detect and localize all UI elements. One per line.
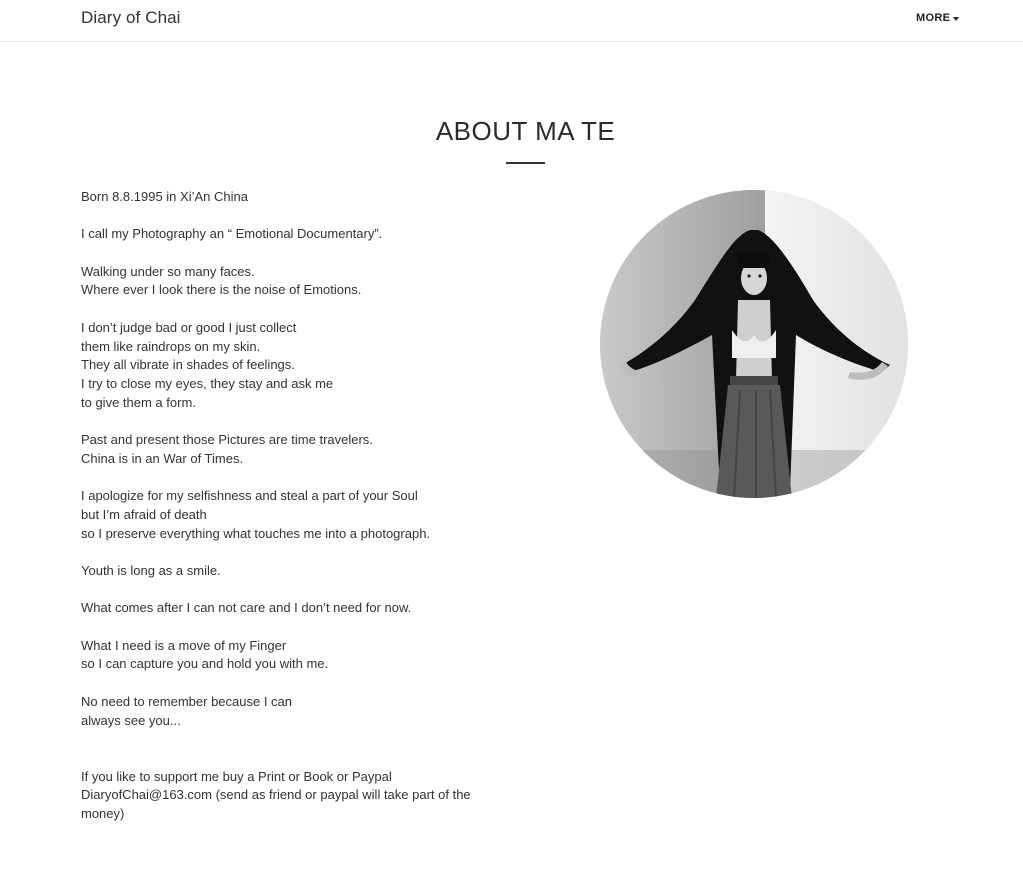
bio-paragraph — [81, 225, 501, 244]
bio-paragraph — [81, 431, 501, 468]
bio-line: Where ever I look there is the noise of Emotions. — [81, 282, 362, 298]
brand-link[interactable]: Diary of Chai — [81, 8, 181, 27]
caret-down-icon — [953, 17, 959, 21]
bio-text — [81, 188, 501, 842]
bio-line: I try to close my eyes, they stay and ask me — [81, 375, 334, 391]
bio-line: always see you... — [81, 712, 181, 728]
bio-line: but I’m afraid of death — [81, 506, 207, 522]
bio-line: money) — [81, 806, 125, 822]
bio-line: Youth is long as a smile. — [81, 562, 221, 578]
bio-line: so I can capture you and hold you with me. — [81, 656, 329, 672]
bio-line: If you like to support me buy a Print or Book or Paypal — [81, 768, 392, 784]
bio-line: China is in an War of Times. — [81, 450, 244, 466]
bio-paragraph — [81, 637, 501, 674]
bio-line: They all vibrate in shades of feelings. — [81, 357, 295, 373]
bio-line: I apologize for my selfishness and steal a part of your Soul — [81, 488, 418, 504]
page-title: ABOUT MA TE — [435, 116, 616, 146]
bio-paragraph — [81, 768, 501, 824]
portrait-photo-icon — [600, 190, 908, 498]
bio-paragraph — [81, 599, 501, 618]
bio-line: so I preserve everything what touches me into a photograph. — [81, 525, 431, 541]
bio-line: What comes after I can not care and I don’t need for now. — [81, 600, 412, 616]
bio-paragraph — [81, 263, 501, 300]
bio-paragraph — [81, 693, 501, 730]
bio-line: them like raindrops on my skin. — [81, 338, 261, 354]
bio-paragraph — [81, 319, 501, 413]
bio-paragraph — [81, 487, 501, 543]
bio-line: I call my Photography an “ Emotional Documentary”. — [81, 226, 383, 242]
top-navbar — [0, 0, 1023, 42]
bio-line: to give them a form. — [81, 394, 196, 410]
bio-line: I don’t judge bad or good I just collect — [81, 319, 297, 335]
bio-paragraph — [81, 562, 501, 581]
bio-line: Past and present those Pictures are time travelers. — [81, 432, 373, 448]
portrait-image — [600, 190, 908, 498]
bio-line: What I need is a move of my Finger — [81, 637, 287, 653]
bio-line: DiaryofChai@163.com (send as friend or paypal will take part of the — [81, 787, 471, 803]
more-label: MORE — [916, 12, 951, 24]
bio-line: No need to remember because I can — [81, 693, 293, 709]
title-divider — [506, 162, 545, 164]
bio-paragraph — [81, 188, 501, 207]
bio-line: Walking under so many faces. — [81, 263, 255, 279]
bio-line: Born 8.8.1995 in Xi’An China — [81, 189, 248, 204]
more-dropdown[interactable] — [916, 12, 959, 24]
